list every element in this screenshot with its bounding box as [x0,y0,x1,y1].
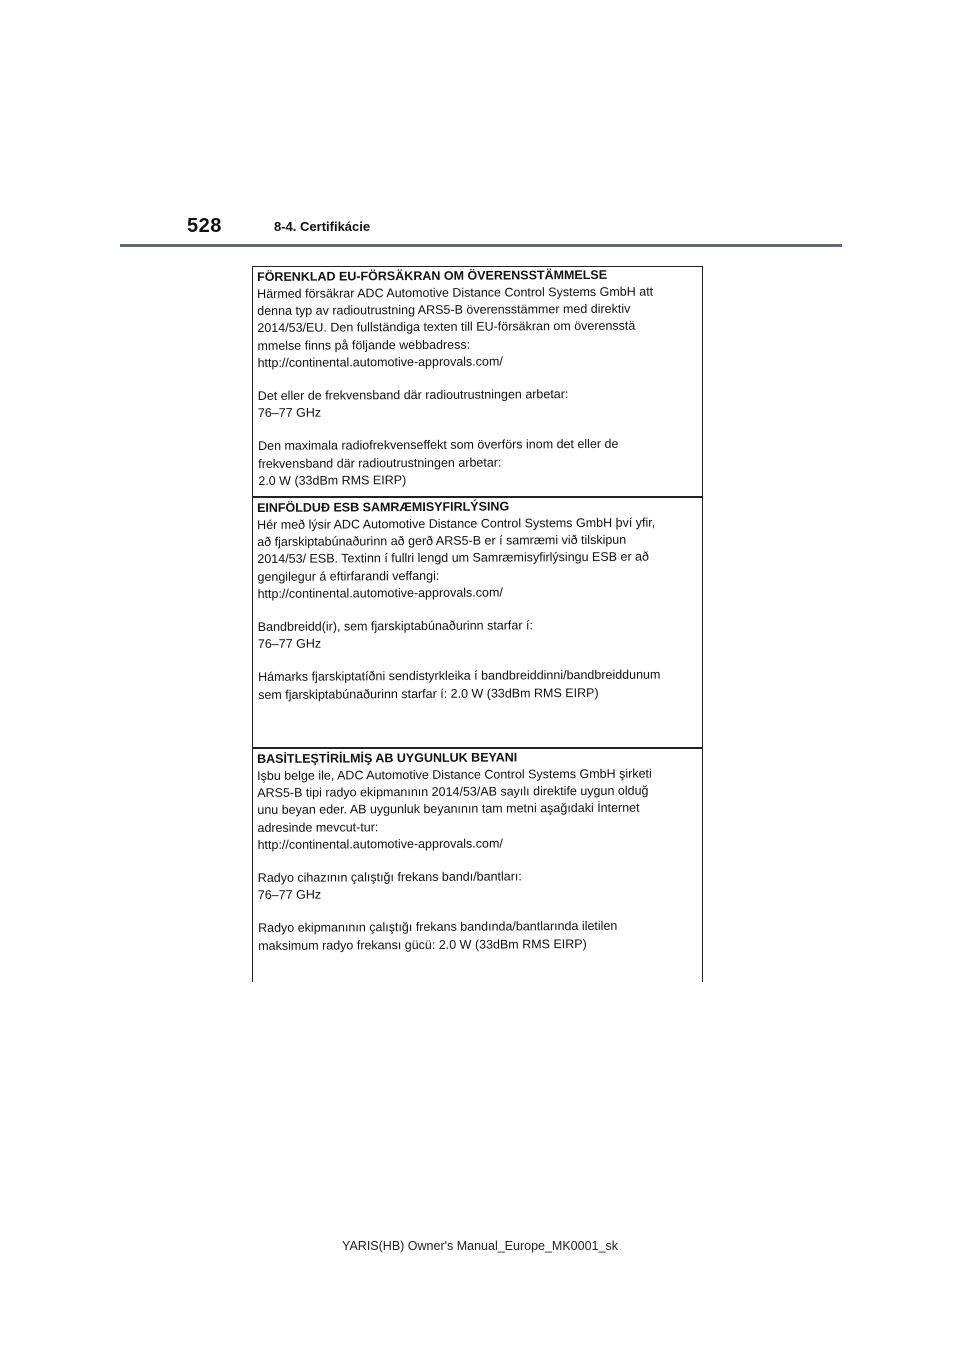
swedish-p3-line: frekvensband där radioutrustningen arbetar: [258,455,502,471]
turkish-p1-line: ARS5-B tipi radyo ekipmanının 2014/53/AB sayılı direktife uygun olduğ [257,783,649,801]
page-number: 528 [187,215,222,237]
turkish-p1-line: unu beyan eder. AB uygunluk beyanının tam metni aşağıdaki İnternet [257,801,640,818]
swedish-declaration [253,266,703,497]
icelandic-p1-line: að fjarskiptabúnaðurinn að gerð ARS5-B er í samræmi við tilskipun [257,532,627,550]
icelandic-p1-line: gengilegur á eftirfarandi veffangi: [257,568,440,584]
turkish-url: http://continental.automotive-approvals.com/ [257,836,503,852]
section-title: 8-4. Certifikácie [274,219,371,234]
swedish-p2-line: Det eller de frekvensband där radioutrustningen arbetar: [257,387,569,403]
swedish-p1-line: 2014/53/EU. Den fullständiga texten till EU-försäkran om överensstä [257,319,636,336]
declaration-box [252,266,703,982]
icelandic-p1-line: 2014/53/ ESB. Textinn í fullri lengd um Samræmisyfirlýsingu ESB er að [257,549,650,567]
icelandic-frequency: 76–77 GHz [257,636,322,652]
icelandic-p1-line: Hér með lýsir ADC Automotive Distance Control Systems GmbH því yfir, [257,515,656,532]
swedish-p3-line: Den maximala radiofrekvenseffekt som överförs inom det eller de [258,437,619,454]
turkish-p1-line: Işbu belge ile, ADC Automotive Distance Control Systems GmbH şirketi [257,766,652,783]
turkish-declaration [253,748,703,979]
swedish-url: http://continental.automotive-approvals.com/ [257,354,503,370]
icelandic-heading: EINFÖLDUÐ ESB SAMRÆMISYFIRLÝSING [257,499,510,515]
swedish-p1-line: Härmed försäkrar ADC Automotive Distance Control Systems GmbH att [257,284,654,301]
swedish-power: 2.0 W (33dBm RMS EIRP) [258,472,407,488]
icelandic-power: sem fjarskiptabúnaðurinn starfar í: 2.0 W (33dBm RMS EIRP) [258,685,599,702]
icelandic-url: http://continental.automotive-approvals.com/ [257,585,503,601]
swedish-frequency: 76–77 GHz [257,405,322,421]
swedish-p1-line: mmelse finns på följande webbadress: [257,337,471,353]
turkish-heading: BASİTLEŞTİRİLMİŞ AB UYGUNLUK BEYANI [257,750,518,766]
icelandic-p2-line: Bandbreidd(ir), sem fjarskiptabúnaðurinn starfar í: [257,618,533,634]
icelandic-declaration [253,497,703,746]
turkish-power: maksimum radyo frekansı gücü: 2.0 W (33dBm RMS EIRP) [258,936,587,953]
footer-manual-id: YARIS(HB) Owner's Manual_Europe_MK0001_sk [342,1239,618,1253]
turkish-frequency: 76–77 GHz [257,887,322,903]
swedish-p1-line: denna typ av radioutrustning ARS5-B överensstämmer med direktiv [257,301,631,319]
turkish-p1-line: adresinde mevcut-tur: [257,819,379,835]
header-rule [120,244,842,247]
turkish-p3-line: Radyo ekipmanının çalıştığı frekans bandında/bantlarında iletilen [258,919,618,936]
swedish-heading: FÖRENKLAD EU-FÖRSÄKRAN OM ÖVERENSSTÄMMELSE [257,267,608,284]
turkish-p2-line: Radyo cihazının çalıştığı frekans bandı/bantları: [257,869,522,885]
icelandic-p3-line: Hámarks fjarskiptatíðni sendistyrkleika í bandbreiddinni/bandbreiddunum [258,667,661,685]
